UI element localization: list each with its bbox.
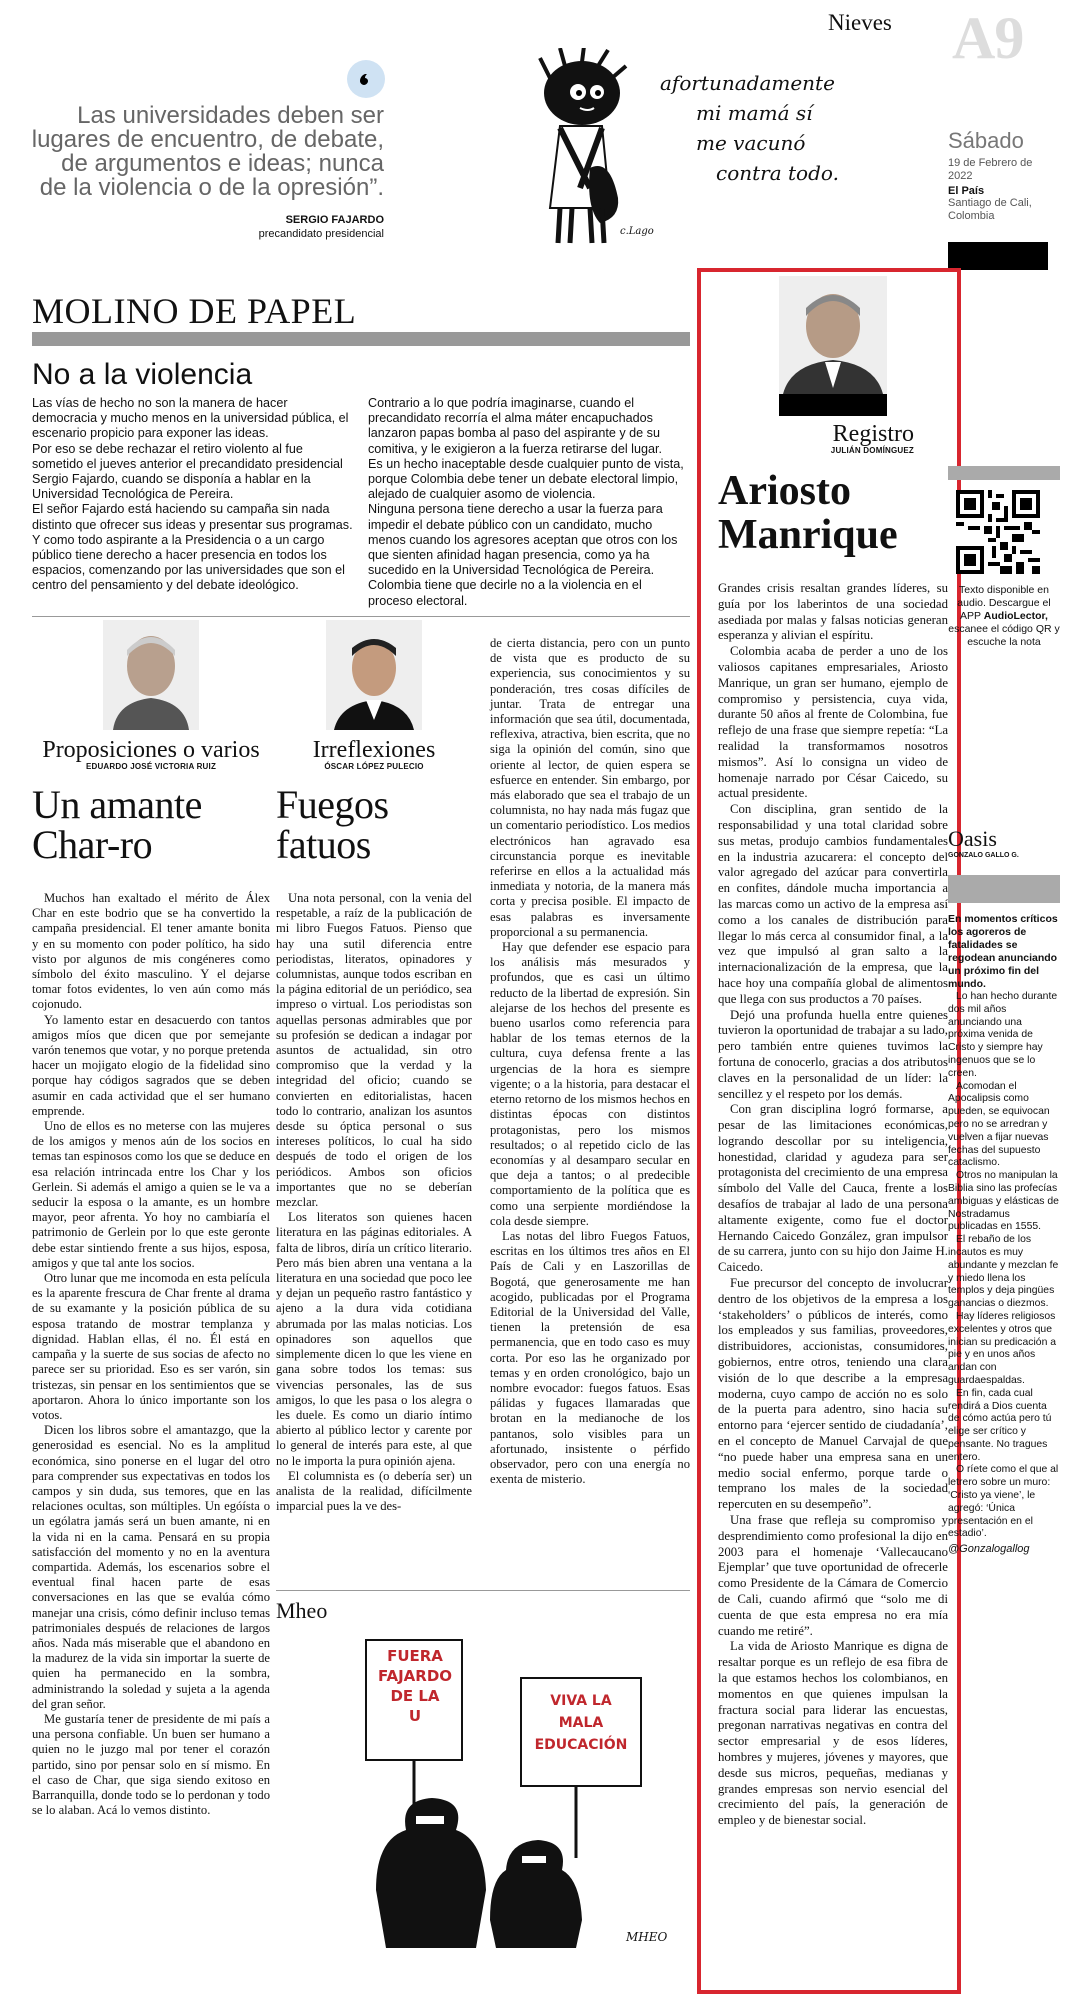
- newspaper-name: El País: [948, 185, 985, 197]
- date-bar: [948, 242, 1048, 270]
- author-block: [276, 620, 472, 1514]
- sign-line: U: [408, 1707, 422, 1725]
- paragraph: Con gran disciplina logró formarse, a pesar de las limitaciones económicas, logrando descollar por su inteligencia, honestidad, claridad y agudeza para ser protagonista del crecimiento de una empresa símbolo del Valle del Cauca, frente a los desafíos de trabajar al lado de una persona altamente exigente, como fue el doctor Hernando Caicedo González, gran impulsor de su carrera, junto con su hijo don Jaime H. Caicedo.: [718, 1102, 948, 1275]
- paragraph: Las notas del libro Fuegos Fatuos, escritas en los últimos tres años en El País de Cali y en Laszorillas de Bogotá, que generosamente me han acogido, publicadas por el Programa Editorial de la Universidad del Valle, tienen la pretensión de esa permanencia, que en todo caso es muy corta. Por eso las he organizado por temas y en orden cronológico, bajo un nombre evocador: fuegos fatuos. Esas pálidas y fugaces llamaradas que brotan en la medianoche de los pantanos, solo visibles para un afortunado, insistente o pérfido observador, pero con una energía no exenta de misterio.: [490, 1228, 690, 1487]
- featured-quote: Las universidades deben ser lugares de encuentro, de debate, de argumentos e ideas; nunca de la violencia o de la opresión”.: [31, 102, 384, 201]
- section-name: Nieves: [828, 10, 892, 35]
- paragraph: Dejó una profunda huella entre quienes tuvieron la oportunidad de trabajar a su lado, pero también entre quienes tuvimos la fortuna de conocerlo, gracias a dos atributos claves en la personalidad de un líder: la sencillez y el respeto por los demás.: [718, 1007, 948, 1101]
- quote-mark-icon: [347, 60, 385, 98]
- section-title: MOLINO DE PAPEL: [32, 291, 357, 331]
- cartoon-drawing: [276, 1630, 690, 1960]
- paragraph: Fue precursor del concepto de involucrar dentro de los objetivos de la empresa a los ‘stakeholders’ o públicos de interés, como los empleados y sus familias, proveedores, distribuidores, accionistas, consumidores, gobiernos, entre otros, teniendo una clara visión de lo que describe a la empresa moderna, cuyo campo de acción no es solo de la puerta para adentro, sino hacia su entorno para ‘ejercer sentido de ciudadanía’, en el concepto de Manuel Carvajal de que “no puede haber una empresa sana en un medio social enfermo, porque tarde o temprano los males de la sociedad repercuten en su desempeño”.: [718, 1276, 948, 1512]
- sign-line: DE LA: [390, 1687, 440, 1705]
- column-title: Ariosto Manrique: [718, 468, 898, 558]
- right-sidebar: [948, 466, 1060, 649]
- sign-line: FUERA: [387, 1647, 443, 1665]
- weekday: Sábado: [948, 128, 1024, 153]
- column-kicker: Oasis: [948, 826, 997, 851]
- paragraph: Lo han hecho durante dos mil años anunciando una próxima venida de Cristo y siempre hay ingenuos que se lo creen.: [948, 991, 1058, 1079]
- column-body-a: [276, 891, 472, 1514]
- sign-line: EDUCACIÓN: [534, 1737, 628, 1753]
- column-body: [32, 891, 270, 1818]
- sidebar-rule: [948, 875, 1060, 903]
- paragraph: Hay líderes religiosos excelentes y otros que inician su predicación a pie y en unos años andan con guardaespaldas.: [948, 1310, 1057, 1386]
- hand-line-1: afortunadamente: [660, 71, 835, 95]
- quote-role: precandidato presidencial: [258, 228, 384, 240]
- column-kicker: Proposiciones o varios: [42, 737, 260, 763]
- paragraph: Dicen los libros sobre el amantazgo, que la generosidad es esencial. No es la amplitud económica, sino ponerse en el lugar del otro para comprender sus expectativas en todos los campos y sin duda, sus temores, que en las relaciones ocultas, son múltiples. Un egóísta o un ególatra jamás será un buen amante, ni en la vida ni en la cama. Pensará en su propia satisfacción del momento y no en la aventura compartida. Además, los escenarios sobre el eventual final hacen parte de esas conversaciones en las que se evalúa cómo manejar una crisis, cómo definir incluso temas patrimoniales después de relaciones de largos años. Nada más miserable que el abandono en la madurez de la vida sin importar la suerte de quien ha permanecido en la sombra, administrando la soledad y sujeta a la agenda del gran señor.: [32, 1423, 270, 1711]
- sign-line: MALA: [558, 1715, 604, 1731]
- sign-line: VIVA LA: [550, 1693, 612, 1709]
- date: 19 de Febrero de 2022: [948, 157, 1033, 182]
- paragraph: de cierta distancia, pero con un punto de vista que es producto de su experiencia, sus conocimientos y su ponderación, tres cosas difíciles de juntar. Trata de entregar una información que sea útil, documentada, reflexiva, atractiva, bien escrita, que no siga la opinión del común, sino que oriente al lector, de quien espera se esfuerce en entender. Sin embargo, por más elaborado que sea el trabajo de un columnista, no hay nada más fugaz que un comentario periodístico. Los medios electrónicos han agravado esa circunstancia porque es inevitable referirse en ellos a la actualidad más inmediata y notoria, de la manera más corta y precisa posible. El impacto de esas palabras es inversamente proporcional a su permanencia.: [490, 636, 690, 939]
- paragraph: Colombia acaba de perder a uno de los valiosos capitanes empresariales, Ariosto Manrique, un gran ser humano, ejemplo de compromiso y persistencia, cuya vida, durante 50 años al frente de Colombina, fue reflejo de una frase que siempre repetía: “La realidad la transformamos nosotros mismos”. Así lo consigna un video de homenaje narrado por César Caicedo, su actual presidente.: [718, 644, 948, 801]
- paragraph: Los literatos son quienes hacen literatura en las páginas editoriales. A falta de libros, diría un crítico literario. Pero más bien abren una ventana a la literatura en una sociedad que poco lee y dejan un pequeño rastro fantástico y ajeno a la dura vida cotidiana abrumada por las malas noticias. Los opinadores son aquellos que simplemente dicen lo que les viene en gana sobre todos los temas: sus vivencias personales, las de sus amigos, lo que les pasa o los alegra o les duele. Es como un diario íntimo abierto al público lector y carente por lo general de interés para este, al que no le importa la pura opinión ajena.: [276, 1210, 472, 1468]
- column-byline: EDUARDO JOSÉ VICTORIA RUIZ: [85, 762, 217, 771]
- audio-app-name: AudioLector,: [983, 610, 1048, 622]
- column-kicker: Irreflexiones: [312, 737, 436, 763]
- author-photo: [103, 620, 199, 730]
- audio-note: [948, 584, 1060, 649]
- editorial-section: [32, 291, 690, 608]
- oasis-column: [948, 826, 1060, 1555]
- audio-text: Texto disponible en audio. Descargue el APP: [957, 584, 1051, 622]
- paragraph: En fin, cada cual rendirá a Dios cuenta de cómo actúa pero tú elige ser crítico y pensante. No tragues entero.: [948, 1387, 1052, 1463]
- column-title: Un amante Char-ro: [32, 782, 202, 867]
- paragraph: Acomodan el Apocalipsis como pueden, se equivocan pero no se arredran y vuelven a fijar nuevas fechas del supuesto cataclismo.: [948, 1080, 1050, 1169]
- paragraph: Grandes crisis resaltan grandes líderes, su guía por los laberintos de una sociedad asediada por malas y falsas noticias generan esperanza y alivian el espíritu.: [718, 581, 948, 643]
- editorial-title: No a la violencia: [32, 358, 253, 391]
- quote-author: SERGIO FAJARDO: [285, 214, 384, 226]
- column-body: [718, 581, 948, 1829]
- editorial-paragraph: Por eso se debe rechazar el retiro violento al fue sometido el jueves anterior el precandidato presidencial Sergio Fajardo, cuando se disponía a hablar en la Universidad Tecnológica de Pereira.: [32, 441, 343, 502]
- paragraph: Me gustaría tener de presidente de mi país a una persona confiable. Un buen ser humano a quien no le juzgo mal por tener el corazón partido, sino por pensar solo en sí mismo. En el caso de Char, que siga siendo exitoso en Barranquilla, donde todo se lo perdonan y todo se lo alaban. Acá lo vemos distinto.: [32, 1711, 270, 1818]
- section-rule: [32, 332, 690, 346]
- place: Santiago de Cali, Colombia: [948, 197, 1032, 222]
- author-photo: [779, 276, 887, 416]
- column-byline: JULIÁN DOMÍNGUEZ: [830, 446, 914, 455]
- paragraph: Una frase que refleja su compromiso y desprendimiento como profesional la dijo en 2003 para el homenaje ‘Vallecaucano Ejemplar’ que tuve oportunidad de ofrecerle como Presidente de la Cámara de Comercio de Cali, cuando afirmó que “solo me di cuenta de que esta empresa no era mía cuando me retiré”.: [718, 1513, 948, 1638]
- column-proposiciones: [32, 620, 270, 1818]
- date-box: [948, 128, 1058, 223]
- editorial-paragraph: Colombia tiene que decirle no a la violencia en el proceso electoral.: [368, 578, 642, 608]
- cartoon-mheo: [276, 1590, 690, 1970]
- audio-text-2: escanee el código QR y escuche la nota: [948, 623, 1060, 648]
- paragraph: Otro lunar que me incomoda en esta película es la aparente frescura de Char frente al drama de su examante y la posición pública de su esposa tratando de mostrar templanza y dignidad. Hablan ellas, él no. Él está en campaña y la suerte de sus socias de afecto no parece ser su prioridad. Eso es ser varón, sin tristezas, sin pensar en los sentimientos que se aportaron. Ahora lo único importante son los votos.: [32, 1271, 270, 1422]
- qr-code[interactable]: [956, 490, 1040, 574]
- author-photo: [326, 620, 422, 730]
- header: [0, 0, 1080, 240]
- editorial-paragraph: Contrario a lo que podría imaginarse, cuando el precandidato recorría el alma máter encapuchados lanzaron papas bomba al paso del aspirante y de su comitiva, y le exigieron a la fuerza retirarse del lugar.: [368, 396, 662, 456]
- hand-line-3: me vacunó: [696, 131, 806, 155]
- sign-line: FAJARDO: [377, 1667, 453, 1685]
- column-title: Fuegos fatuos: [276, 782, 389, 867]
- cartoon-section: Mheo: [276, 1598, 328, 1623]
- cartoon-handwriting: [660, 68, 880, 188]
- twitter-handle[interactable]: @Gonzalogallog: [948, 1543, 1030, 1556]
- column-byline: ÓSCAR LÓPEZ PULECIO: [324, 762, 424, 771]
- paragraph: O ríete como el que al letrero sobre un muro: ‘Cristo ya viene’, le agregó: ‘Única presentación en el estadio’.: [948, 1464, 1059, 1540]
- paragraph: Uno de ellos es no meterse con las mujeres de los amigos y menos aún de los socios en temas tan espinosos como los que se deduce en esa relación intrincada entre los Char y los Gerlein. Si además el amigo a quien se le va a seducir la esposa o la amante, es un hombre mayor, peor afrenta. Yo hoy no cambiaría el patrimonio de Gerlein por lo que este geronte debe estar sintiendo frente a sus hijos, esposa, amigos y que tal ante los socios.: [32, 1119, 270, 1270]
- cartoon-signature: c.Lago: [620, 226, 654, 237]
- paragraph: Yo lamento estar en desacuerdo con tantos amigos míos que dicen que por semejante varón tenemos que votar, y no porque pretenda hacer un mojigato elogio de la fidelidad sino porque hay códigos sagrados que se deben asumir en cada actividad que el ser humano emprende.: [32, 1012, 270, 1118]
- page-number: A9: [952, 5, 1024, 71]
- cartoon-signature: MHEO: [626, 1930, 668, 1944]
- editorial-paragraph: Las vías de hecho no son la manera de hacer democracia y mucho menos en la universidad pública, el escenario propicio para exponer las ideas.: [32, 396, 349, 441]
- editorial-col-1: [32, 396, 354, 594]
- sign-fuera: [370, 1646, 460, 1726]
- sign-viva: [525, 1690, 637, 1756]
- oasis-body: [948, 991, 1060, 1541]
- column-byline: GONZALO GALLO G.: [948, 852, 1019, 859]
- divider: [276, 1590, 690, 1591]
- paragraph: Hay que defender ese espacio para los análisis más mesurados y profundos, que es casi un último reducto de la libertad de expresión. Sin alejarse de los hechos del presente es bueno usarlos como referencia para hablar de los temas eternos de la cultura, cuya defensa frente a las urgencias de la hora es siempre vigente; o a la historia, para destacar el eterno retorno de los mismos hechos en distintas épocas con distintos protagonistas, pero los mismos resultados; o al repetido ciclo de las economías y al desamparo secular en que deja a tantos; o al predecible comportamiento de la política que es como una serpiente mordiéndose la cola desde siempre.: [490, 940, 690, 1228]
- hand-line-4: contra todo.: [716, 161, 839, 185]
- editorial-col-2: [368, 396, 690, 609]
- editorial-paragraph: Ninguna persona tiene derecho a usar la fuerza para impedir el debate público con un candidato, mucho menos cuando los agresores aceptan que otros con los que sienten afinidad hagan presencia, como ya ha sucedido en la Universidad Tecnológica de Pereira.: [368, 502, 678, 578]
- editorial-paragraph: Es un hecho inaceptable desde cualquier punto de vista, porque Colombia debe tener un debate electoral limpio, alejado de cualquier asomo de violencia.: [368, 456, 684, 502]
- paragraph: La vida de Ariosto Manrique es digna de resaltar porque es un reflejo de esa fibra de la que estamos hechos los colombianos, en momentos en que quienes impulsan la fractura social para liderar las encuestas, pregonan narrativas negativas en contra del sector empresarial y de esos líderes, hombres y mujeres, jóvenes y mayores, que desde sus micros, pequeñas, medianas y grandes empresas son nervio esencial del crecimiento del país, la generación de empleo y de bienestar social.: [718, 1639, 948, 1828]
- paragraph: Con disciplina, gran sentido de la responsabilidad y una total claridad sobre sus metas, produjo cambios fundamentales en la industria azucarera: el concepto del valor agregado del azúcar para convertirla en confites, dándole mucha importancia a las marcas como un activo de la empresa así como a los canales de distribución para llegar lo más cerca al consumidor final, a la vez que impulsó al gran salto a la internacionalización de la empresa, que la hace hoy una compañía global de alimentos que llega con sus productos a 70 países.: [718, 802, 948, 1006]
- editorial-paragraph: Y como todo aspirante a la Presidencia o a un cargo público tiene derecho a hacer presencia en todos los espacios, comenzando por las universidades que son el centro del pensamiento y del debate ideológico.: [32, 532, 345, 593]
- column-kicker: Registro: [832, 421, 914, 447]
- editorial-paragraph: El señor Fajardo está haciendo su campaña sin nada distinto que ofrecer sus ideas y presentar sus programas.: [32, 502, 353, 532]
- paragraph: El columnista es (o debería ser) un analista de la realidad, difícilmente imparcial pues la ve des-: [276, 1468, 472, 1514]
- hand-line-2: mi mamá sí: [696, 101, 813, 125]
- paragraph: Una nota personal, con la venia del respetable, a raíz de la publicación de mi libro Fuegos Fatuos. Pienso que hay una sutil diferencia entre periodistas, literatos, opinadores y columnistas, aunque todos escriban en la página editorial de un periódico, sea impreso o virtual. Los periodistas son aquellas personas admirables que por su profesión se dedican a indagar por asuntos de actualidad, sin otro compromiso que la verdad y la integridad del oficio; cuando se convierten en editorialistas, hacen todo lo contrario, analizan los asuntos desde su óptica personal o sus intereses políticos, lo cual ha sido después de todo el origen de los periódicos. Ambos son oficios importantes que no se deberían mezclar.: [276, 891, 472, 1210]
- column-registro: [718, 276, 948, 1829]
- oasis-lead: En momentos críticos los agoreros de fatalidades se regodean anunciando un próximo fin del mundo.: [948, 913, 1058, 990]
- sidebar-rule: [948, 466, 1060, 480]
- divider: [32, 616, 690, 617]
- paragraph: Otros no manipulan la Biblia sino las profecías ambiguas y elásticas de Nostradamus publicadas en 1555.: [948, 1170, 1059, 1233]
- paragraph: El rebaño de los incautos es muy abundante y mezclan fe y miedo llena los templos y deja pingües ganancias o diezmos.: [948, 1234, 1059, 1310]
- paragraph: Muchos han exaltado el mérito de Álex Char en este bodrio que se ha convertido la campaña presidencial. El tener amante bonita y en su momento con poder político, ha sido visto por algunos de mis congéneres como símbolo del éxito masculino. Y el dejarse tomar fotos evidentes, lo ven aún como más cojonudo.: [32, 891, 270, 1012]
- column-body-b: [490, 636, 690, 1487]
- cartoon-figure: [520, 48, 670, 248]
